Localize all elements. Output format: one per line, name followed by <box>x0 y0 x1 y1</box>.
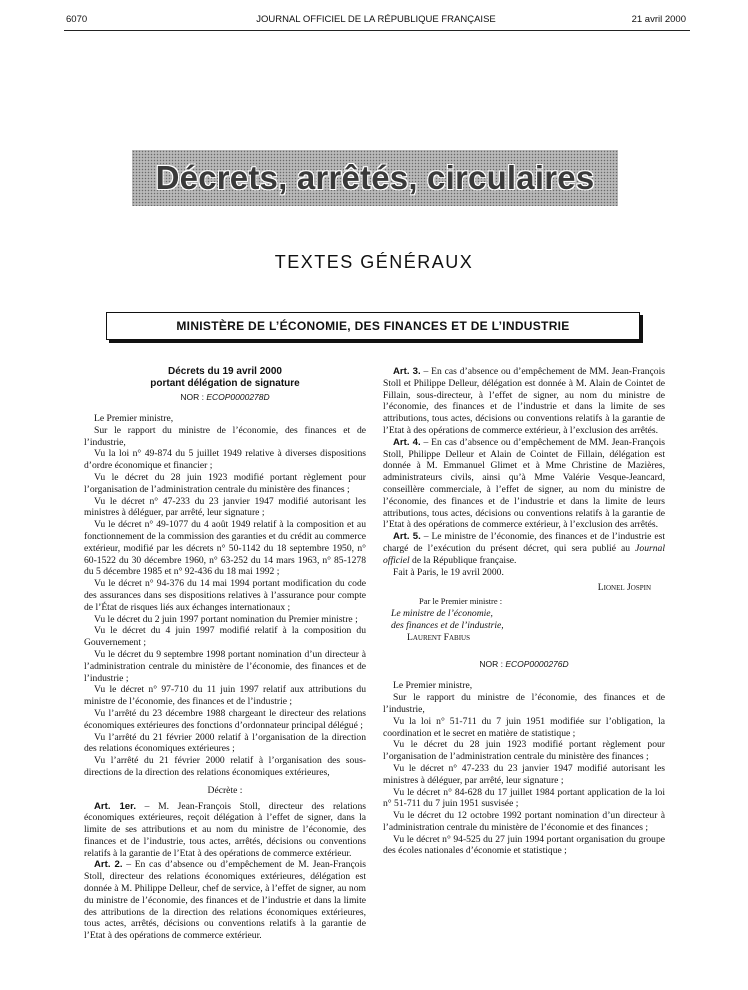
preamble-line: Vu l’arrêté du 21 février 2000 relatif à l’organisation des sous-directions de la direction des relations économiques extérieures, <box>84 755 366 778</box>
article-3 <box>383 366 665 437</box>
article-5-text-b: de la République française. <box>409 554 517 566</box>
header-rule <box>64 30 690 31</box>
issue-date: 21 avril 2000 <box>631 14 686 25</box>
minister-name: Laurent Fabius <box>407 631 470 643</box>
article-4 <box>383 437 665 531</box>
par-le-premier-ministre: Par le Premier ministre : <box>419 596 503 607</box>
preamble-line: Vu la loi n° 49-874 du 5 juillet 1949 relative à diverses dispositions d’ordre économique et financier ; <box>84 448 366 472</box>
page-number: 6070 <box>66 14 88 25</box>
preamble-line: Le Premier ministre, <box>94 413 174 424</box>
nor-code: ECOP0000278D <box>206 392 270 402</box>
preamble-line: Sur le rapport du ministre de l’économie, des finances et de l’industrie, <box>84 424 366 448</box>
preamble-line: Sur le rapport du ministre de l’économie, des finances et de l’industrie, <box>383 692 665 715</box>
preamble-line: Vu le décret n° 94-376 du 14 mai 1994 portant modification du code des assurances dans ses dispositions relatives à l’assurance pour compte de l’État de risques liés aux échanges internationaux ; <box>84 578 366 613</box>
section-title: TEXTES GÉNÉRAUX <box>274 252 474 272</box>
signatory-pm: Lionel Jospin <box>597 582 651 594</box>
rubric-title: Décrets, arrêtés, circulaires <box>155 159 595 196</box>
preamble-line: Vu la loi n° 51-711 du 7 juin 1951 modifiée sur l’obligation, la coordination et le secret en matière de statistique ; <box>383 715 665 739</box>
article-3-text: – En cas d’absence ou d’empêchement de MM. Jean-François Stoll et Philippe Delleur, délégation est donnée à M. Alain de Cointet de Fillain, sous-directeur, à l’effet de signer, au nom du ministre de l’économie, des finances et de l’industrie et dans la limite de ses attributions, tous actes, décisions ou conventions relatifs à la garantie de l’Etat à des opérations de commerce extérieur, à l’exclusion des arrêtés. <box>383 366 665 436</box>
nor-code: ECOP0000276D <box>505 659 569 670</box>
journal-officiel: Journal officiel <box>383 542 665 566</box>
article-2 <box>84 859 366 942</box>
preamble-line: Vu l’arrêté du 23 décembre 1988 chargeant le directeur des relations économiques extérieures des fonctions d’ordonnateur principal délégué ; <box>84 707 366 731</box>
decree-title-line2: portant délégation de signature <box>150 378 300 389</box>
nor-label: NOR : <box>180 392 204 402</box>
preamble-line: Vu le décret n° 47-233 du 23 janvier 1947 modifié autorisant les ministres à déléguer, par arrêté, leur signature ; <box>84 495 366 519</box>
article-1-label: Art. 1er. <box>94 800 136 812</box>
decrete: Décrète : <box>207 784 243 796</box>
minister-title-line1: Le ministre de l’économie, <box>391 607 493 619</box>
preamble-line: Vu le décret n° 49-1077 du 4 août 1949 relatif à la composition et au fonctionnement de la commission des garanties et du crédit au commerce extérieur, modifié par les décrets n° 50-1142 du 18 septembre 1950, n° 60-1522 du 30 décembre 1960, n° 63-252 du 14 mars 1963, n° 85-1278 du 5 décembre 1985 et n° 92-436 du 18 mai 1992 ; <box>84 519 366 578</box>
article-5 <box>383 531 665 566</box>
preamble-line: Vu le décret n° 47-233 du 23 janvier 1947 modifié autorisant les ministres à déléguer, par arrêté, leur signature ; <box>383 762 665 786</box>
nor-reference-2 <box>383 659 665 670</box>
running-header <box>66 14 686 28</box>
preamble-line: Vu le décret du 28 juin 1923 modifié portant règlement pour l’organisation de l’administration centrale du ministère des finances ; <box>383 739 665 763</box>
article-2-text: – En cas d’absence ou d’empêchement de M. Jean-François Stoll, directeur des relations économiques extérieures, délégation est donnée à M. Philippe Delleur, chef de service, à l’effet de signer, au nom du ministre de l’économie, des finances et de l’industrie et dans la limite des attributions de la direction des relations économiques extérieures, tous actes, arrêtés, décisions ou conventions relatifs à la garantie de l’Etat à des opérations de commerce extérieur. <box>84 859 366 942</box>
preamble-line: Vu l’arrêté du 21 février 2000 relatif à l’organisation de la direction des relations économiques extérieures ; <box>84 731 366 755</box>
article-4-text: – En cas d’absence ou d’empêchement de MM. Jean-François Stoll, Philippe Delleur et Alain de Cointet de Fillain, délégation est donnée à M. Emmanuel Glimet et à Mme Christine de Mazières, administrateurs civils, ainsi qu’à Mme Valérie Vesque-Jeancard, conseillère commerciale, à l’effet de signer, au nom du ministre de l’économie, des finances et de l’industrie et dans la limite de leurs attributions, tous actes, décisions ou conventions relatifs à la garantie de l’Etat à des opérations de commerce extérieur, à l’exclusion des arrêtés. <box>383 436 665 531</box>
preamble-line: Vu le décret n° 84-628 du 17 juillet 1984 portant application de la loi n° 51-711 du 7 juin 1951 susvisée ; <box>383 786 665 810</box>
article-5-label: Art. 5. <box>393 531 421 543</box>
preamble-line: Vu le décret du 4 juin 1997 modifié relatif à la composition du Gouvernement ; <box>84 625 366 649</box>
article-5-text-a: – Le ministre de l’économie, des finances et de l’industrie est chargé de l’exécution du présent décret, qui sera publié au <box>383 531 665 554</box>
preamble <box>84 413 366 779</box>
article-3-label: Art. 3. <box>393 366 421 377</box>
article-1 <box>84 801 366 860</box>
preamble-line: Vu le décret du 2 juin 1997 portant nomination du Premier ministre ; <box>94 613 358 625</box>
preamble-line: Vu le décret n° 97-710 du 11 juin 1997 relatif aux attributions du ministre de l’économie, des finances et de l’industrie ; <box>84 684 366 708</box>
preamble-line: Vu le décret du 12 octobre 1992 portant nomination d’un directeur à l’administration centrale du ministère de l’économie et des finances ; <box>383 810 665 833</box>
ministry-heading <box>106 312 640 340</box>
preamble-2 <box>383 680 665 857</box>
right-column <box>383 366 665 857</box>
article-4-label: Art. 4. <box>393 436 421 448</box>
preamble-line: Vu le décret du 9 septembre 1998 portant nomination d’un directeur à l’administration centrale du ministère de l’économie, des finances et de l’industrie ; <box>84 648 366 684</box>
preamble-line: Vu le décret du 28 juin 1923 modifié portant règlement pour l’organisation de l’administration centrale du ministère des finances ; <box>84 471 366 495</box>
ministry-title: MINISTÈRE DE L’ÉCONOMIE, DES FINANCES ET DE L’INDUSTRIE <box>176 319 570 333</box>
nor-reference <box>84 392 366 403</box>
rubric-banner <box>132 150 618 206</box>
preamble-line: Le Premier ministre, <box>393 680 473 692</box>
article-1-text: – M. Jean-François Stoll, directeur des relations économiques extérieures, reçoit délégation à l’effet de signer, dans la limite de ses attributions et au nom du ministre de l’économie, des finances et de l’industrie, tous actes, arrêtés, décisions ou conventions relatifs à la garantie de l’Etat à des opérations de commerce extérieur. <box>84 800 366 859</box>
journal-title: JOURNAL OFFICIEL DE LA RÉPUBLIQUE FRANÇAISE <box>256 14 496 25</box>
nor-label: NOR : <box>479 659 503 670</box>
left-column <box>84 366 366 942</box>
decree-title-line1: Décrets du 19 avril 2000 <box>168 366 282 377</box>
article-2-label: Art. 2. <box>94 859 123 871</box>
minister-title-line2: des finances et de l’industrie, <box>391 619 504 631</box>
preamble-line: Vu le décret n° 94-525 du 27 juin 1994 portant organisation du groupe des écoles nationales d’économie et statistique ; <box>383 833 665 857</box>
fait-a-paris: Fait à Paris, le 19 avril 2000. <box>393 566 504 578</box>
